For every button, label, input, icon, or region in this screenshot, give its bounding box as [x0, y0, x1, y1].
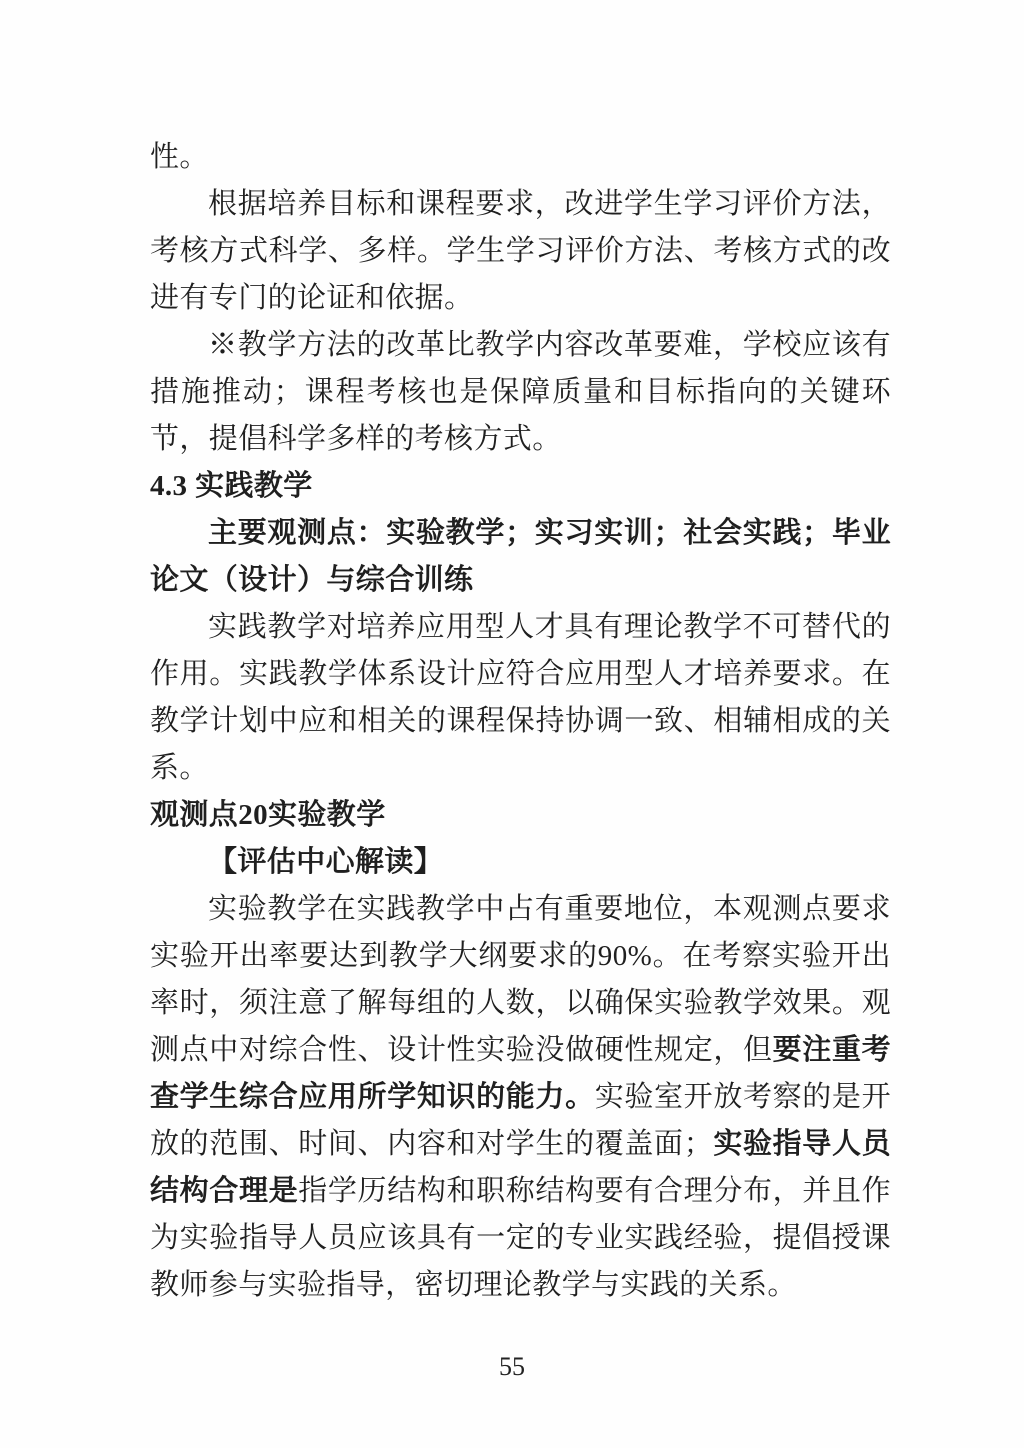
text-run-bold: 实验指导人员结构合理是 [150, 1128, 891, 1207]
text-run: 实验教学在实践教学中占有重要地位，本观测点要求实验开出率要达到教学大纲要求的90%。在考察实验开出率时，须注意了解每组的人数，以确保实验教学效果。观测点中对综合性、设计性实验没做硬性规定，但 [150, 893, 891, 1066]
section-heading-4-3: 4.3 实践教学 [150, 470, 313, 502]
text-run-bold: 要注重考查学生综合应用所学知识的能力。 [150, 1034, 891, 1113]
text-block [150, 134, 891, 1309]
paragraph-observation-points: 主要观测点：实验教学；实习实训；社会实践；毕业论文（设计）与综合训练 [150, 517, 891, 596]
heading-observation-point-20: 观测点20实验教学 [150, 799, 386, 831]
paragraph-practice-teaching: 实践教学对培养应用型人才具有理论教学不可替代的作用。实践教学体系设计应符合应用型人才培养要求。在教学计划中应和相关的课程保持协调一致、相辅相成的关系。 [150, 611, 891, 784]
paragraph-continuation: 性。 [150, 141, 209, 173]
heading-evaluation-center-interpretation: 【评估中心解读】 [208, 846, 444, 878]
text-run: 实验室开放考察的是开放的范围、时间、内容和对学生的覆盖面； [150, 1081, 891, 1160]
page-number: 55 [499, 1352, 525, 1381]
paragraph-evaluation-methods: 根据培养目标和课程要求，改进学生学习评价方法，考核方式科学、多样。学生学习评价方法、考核方式的改进有专门的论证和依据。 [150, 188, 891, 314]
paragraph-interpretation-body [150, 886, 891, 1309]
text-run: 指学历结构和职称结构要有合理分布，并且作为实验指导人员应该具有一定的专业实践经验，提倡授课教师参与实验指导，密切理论教学与实践的关系。 [150, 1175, 891, 1301]
paragraph-note-reform: ※教学方法的改革比教学内容改革要难，学校应该有措施推动；课程考核也是保障质量和目标指向的关键环节，提倡科学多样的考核方式。 [150, 329, 891, 455]
